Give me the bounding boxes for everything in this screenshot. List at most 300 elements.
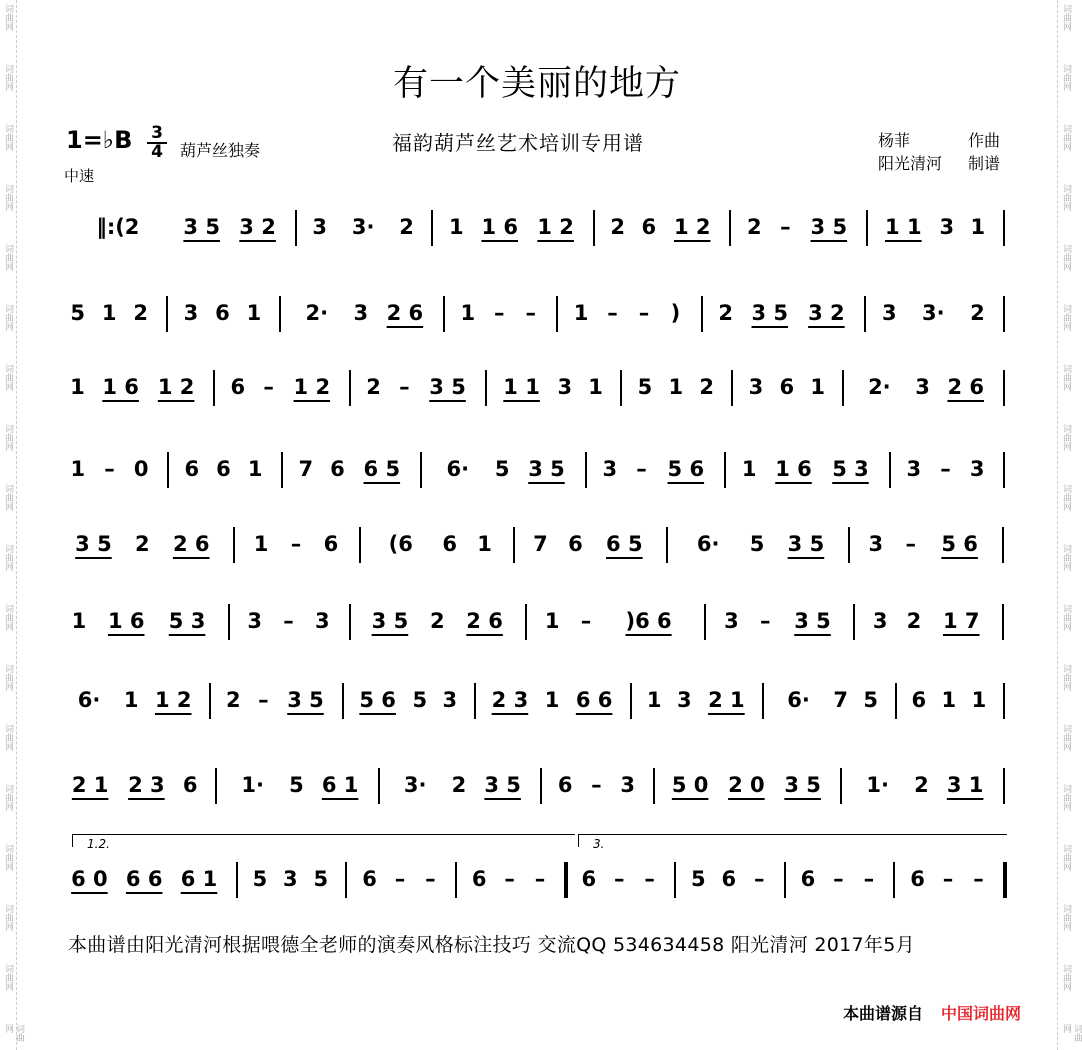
- note-group: 6: [330, 457, 345, 481]
- note-group: 1: [448, 215, 464, 239]
- note-group: 2: [429, 609, 445, 633]
- note-group: 1·: [866, 773, 889, 797]
- time-signature-bottom: 4: [151, 142, 163, 162]
- barline: [701, 296, 703, 332]
- barline: [485, 370, 487, 406]
- note-group: 2: [970, 301, 985, 325]
- note-group: 5: [863, 688, 878, 712]
- note-group: 3: [724, 609, 739, 633]
- note-group: 2: [914, 773, 929, 797]
- barline: [345, 862, 347, 898]
- note-group: 3: [442, 688, 458, 712]
- barline: [731, 370, 733, 406]
- note-group: 5: [494, 457, 510, 481]
- note-group: 7: [298, 457, 314, 481]
- note-group: 3 5: [484, 773, 521, 797]
- note-group: 1: [573, 301, 589, 325]
- note-group: 3 5: [371, 609, 409, 633]
- barline: [895, 683, 897, 719]
- score-line: [0, 210, 1074, 270]
- note-group: 6: [216, 457, 231, 481]
- watermark-text: 词曲网: [1061, 784, 1071, 811]
- note-group: 1 6: [481, 215, 518, 239]
- watermark-text: 词曲网: [1061, 1024, 1082, 1042]
- note-group: 1: [941, 688, 957, 712]
- watermark-text: 词曲网: [3, 1024, 24, 1042]
- barline: [209, 683, 211, 719]
- barline: [729, 210, 731, 246]
- note-group: 3 5: [287, 688, 324, 712]
- note-group: 1 6: [107, 609, 145, 633]
- watermark-text: 词曲网: [1061, 184, 1071, 211]
- score-line: [0, 862, 1074, 922]
- watermark-text: 词曲网: [3, 4, 13, 31]
- note-group: 6: [779, 375, 795, 399]
- note-group: –: [591, 773, 602, 797]
- note-group: 6: [557, 773, 573, 797]
- watermark-text: 词曲网: [3, 184, 13, 211]
- note-group: –: [644, 867, 655, 891]
- note-group: 6 6: [575, 688, 613, 712]
- note-group: 7: [533, 532, 548, 556]
- watermark-text: 词曲网: [1061, 364, 1071, 391]
- note-group: 6·: [446, 457, 470, 481]
- note-group: 2·: [305, 301, 329, 325]
- note-group: –: [534, 867, 546, 891]
- barline: [378, 768, 380, 804]
- note-group: –: [394, 867, 406, 891]
- note-group: 1: [588, 375, 603, 399]
- barline: [724, 452, 726, 488]
- note-group: 3 2: [808, 301, 845, 325]
- note-group: 7: [833, 688, 848, 712]
- watermark-text: 词曲网: [1061, 544, 1071, 571]
- note-group: 1 1: [885, 215, 922, 239]
- note-group: 5 3: [832, 457, 869, 481]
- note-group: 1: [460, 301, 476, 325]
- barline: [630, 683, 632, 719]
- note-group: 1: [101, 301, 117, 325]
- note-group: 3: [620, 773, 635, 797]
- note-group: 6: [230, 375, 246, 399]
- score-line: [0, 527, 1074, 587]
- score-line: [0, 452, 1074, 512]
- note-group: 2 6: [172, 532, 210, 556]
- barline: [228, 604, 230, 640]
- time-signature-top: 3: [147, 125, 167, 144]
- composer-credit: [878, 128, 1001, 151]
- note-group: 6: [471, 867, 487, 891]
- note-group: 1 2: [673, 215, 711, 239]
- note-group: 2: [226, 688, 241, 712]
- time-signature: [147, 125, 167, 161]
- note-group: 6 6: [125, 867, 163, 891]
- note-group: 1: [477, 532, 492, 556]
- note-group: 2·: [868, 375, 891, 399]
- note-group: –: [580, 609, 592, 633]
- note-group: 3 1: [946, 773, 984, 797]
- note-group: 1: [71, 609, 87, 633]
- note-group: –: [290, 532, 302, 556]
- note-group: –: [905, 532, 916, 556]
- barline: [525, 604, 527, 640]
- barline: [359, 527, 361, 563]
- composer-name: 杨菲: [878, 131, 911, 150]
- barline: [279, 296, 281, 332]
- note-group: 3·: [403, 773, 427, 797]
- note-group: 1: [123, 688, 139, 712]
- note-group: 3·: [351, 215, 375, 239]
- barline: [431, 210, 433, 246]
- composer-role: 作曲: [968, 131, 1001, 150]
- note-group: ‖:(2: [96, 215, 140, 239]
- note-group: 3: [557, 375, 573, 399]
- note-group: (6: [388, 532, 413, 556]
- note-group: –: [863, 867, 875, 891]
- note-group: 6·: [787, 688, 810, 712]
- note-group: 6: [581, 867, 597, 891]
- barline: [166, 296, 168, 332]
- note-group: 2 6: [466, 609, 503, 633]
- note-group: 6: [910, 867, 925, 891]
- score-line: [0, 768, 1074, 828]
- barline: [295, 210, 297, 246]
- note-group: –: [613, 867, 625, 891]
- note-group: 1 6: [775, 457, 812, 481]
- note-group: 6 0: [71, 867, 108, 891]
- note-group: 1 2: [157, 375, 195, 399]
- note-group: 6: [323, 532, 339, 556]
- note-group: 6 1: [180, 867, 218, 891]
- note-group: 1: [70, 375, 85, 399]
- watermark-text: 词曲网: [1061, 844, 1071, 871]
- watermark-text: 词曲网: [3, 964, 13, 991]
- watermark-text: 词曲网: [3, 304, 13, 331]
- note-group: 3 5: [429, 375, 466, 399]
- watermark-text: 词曲网: [1061, 304, 1071, 331]
- watermark-text: 词曲网: [3, 64, 13, 91]
- note-group: 2: [747, 215, 762, 239]
- arranger-role: 制谱: [968, 154, 1001, 173]
- barline: [342, 683, 344, 719]
- barline: [420, 452, 422, 488]
- note-group: 1: [741, 457, 757, 481]
- note-group: 3: [969, 457, 985, 481]
- note-group: –: [283, 609, 294, 633]
- note-group: 1 6: [102, 375, 139, 399]
- note-group: –: [942, 867, 954, 891]
- note-group: 6: [911, 688, 927, 712]
- note-group: 2 6: [947, 375, 984, 399]
- barline: [349, 604, 351, 640]
- note-group: 3: [247, 609, 262, 633]
- footer-note: 本曲谱由阳光清河根据喂德全老师的演奏风格标注技巧 交流QQ 534634458 阳光清河 2017年5月: [68, 934, 915, 956]
- note-group: 3: [676, 688, 692, 712]
- barline: [213, 370, 215, 406]
- note-group: 1: [544, 688, 560, 712]
- note-group: 1: [971, 688, 987, 712]
- watermark-text: 词曲网: [3, 124, 13, 151]
- watermark-text: 词曲网: [1061, 604, 1071, 631]
- note-group: 3: [602, 457, 618, 481]
- watermark-text: 词曲网: [1061, 424, 1071, 451]
- barline: [1003, 683, 1005, 719]
- watermark-text: 词曲网: [3, 364, 13, 391]
- note-group: 3: [748, 375, 764, 399]
- note-group: 5 6: [667, 457, 705, 481]
- watermark-text: 词曲网: [3, 844, 13, 871]
- note-group: –: [754, 867, 765, 891]
- watermark-text: 词曲网: [1061, 4, 1071, 31]
- note-group: 3 5: [794, 609, 831, 633]
- note-group: 2: [399, 215, 414, 239]
- note-group: –: [833, 867, 844, 891]
- watermark-text: 词曲网: [3, 244, 13, 271]
- note-group: 5: [412, 688, 428, 712]
- note-group: 3: [183, 301, 199, 325]
- note-group: 3 5: [183, 215, 220, 239]
- note-group: 1·: [241, 773, 264, 797]
- note-group: 6: [184, 457, 200, 481]
- barline: [1003, 296, 1005, 332]
- note-group: 3: [312, 215, 327, 239]
- instrument-label: 葫芦丝独奏: [180, 141, 261, 160]
- note-group: 3·: [922, 301, 945, 325]
- arranger-name: 阳光清河: [878, 154, 943, 173]
- source-credit: [843, 1001, 1021, 1024]
- note-group: –: [759, 609, 771, 633]
- note-group: 1: [247, 457, 263, 481]
- note-group: 2: [610, 215, 626, 239]
- barline: [349, 370, 351, 406]
- watermark-text: 词曲网: [3, 484, 13, 511]
- note-group: 1: [646, 688, 662, 712]
- barline: [893, 862, 895, 898]
- barline: [1003, 370, 1005, 406]
- note-group: –: [493, 301, 505, 325]
- subtitle: 福韵葫芦丝艺术培训专用谱: [392, 131, 644, 155]
- note-group: –: [636, 457, 647, 481]
- note-group: 2 3: [128, 773, 165, 797]
- barline: [455, 862, 457, 898]
- note-group: 1: [544, 609, 560, 633]
- note-group: 5 3: [168, 609, 206, 633]
- barline: [889, 452, 891, 488]
- barline: [513, 527, 515, 563]
- barline: [666, 527, 668, 563]
- note-group: –: [104, 457, 115, 481]
- barline: [593, 210, 595, 246]
- barline: [620, 370, 622, 406]
- note-group: 2: [451, 773, 467, 797]
- note-group: 3 5: [75, 532, 112, 556]
- barline: [1003, 452, 1005, 488]
- note-group: –: [525, 301, 536, 325]
- score-line: [0, 296, 1074, 356]
- note-group: 5: [691, 867, 706, 891]
- note-group: 3: [353, 301, 369, 325]
- watermark-text: 词曲网: [3, 664, 13, 691]
- barline: [784, 862, 786, 898]
- note-group: –: [780, 215, 791, 239]
- watermark-text: 词曲网: [3, 544, 13, 571]
- note-group: 3 5: [810, 215, 848, 239]
- barline: [840, 768, 842, 804]
- note-group: 1: [246, 301, 262, 325]
- note-group: 6·: [77, 688, 101, 712]
- barline: [1002, 604, 1004, 640]
- watermark-text: 词曲网: [1061, 724, 1071, 751]
- barline: [853, 604, 855, 640]
- barline: [540, 768, 542, 804]
- watermark-text: 词曲网: [3, 724, 13, 751]
- note-group: 6 5: [363, 457, 401, 481]
- barline: [215, 768, 217, 804]
- note-group: 3: [881, 301, 897, 325]
- note-group: 1 7: [943, 609, 980, 633]
- watermark-text: 词曲网: [1061, 484, 1071, 511]
- volta-third-label: 3.: [593, 837, 605, 851]
- volta-first-ending: [72, 834, 575, 851]
- note-group: 1: [253, 532, 269, 556]
- note-group: –: [504, 867, 515, 891]
- note-group: 3 5: [784, 773, 821, 797]
- note-group: 2: [133, 301, 148, 325]
- barline: [556, 296, 558, 332]
- note-group: 6: [568, 532, 583, 556]
- barline: [585, 452, 587, 488]
- watermark-text: 词曲网: [1061, 904, 1071, 931]
- barline: [233, 527, 235, 563]
- note-group: 6: [182, 773, 198, 797]
- note-group: 5 6: [359, 688, 396, 712]
- note-group: 1: [970, 215, 986, 239]
- note-group: 5 0: [671, 773, 709, 797]
- song-title: 有一个美丽的地方: [392, 64, 681, 104]
- note-group: 5: [70, 301, 86, 325]
- barline: [866, 210, 868, 246]
- note-group: 6: [442, 532, 457, 556]
- watermark-text: 词曲网: [1061, 64, 1071, 91]
- note-group: 1 2: [537, 215, 574, 239]
- note-group: 3: [868, 532, 884, 556]
- note-group: –: [399, 375, 410, 399]
- watermark-text: 词曲网: [1061, 664, 1071, 691]
- note-group: 2 6: [386, 301, 424, 325]
- score-line: [0, 370, 1074, 430]
- note-group: 5: [289, 773, 304, 797]
- barline: [1002, 527, 1004, 563]
- arranger-credit: [878, 151, 1001, 174]
- volta-first-label: 1.2.: [87, 837, 110, 851]
- note-group: 2: [699, 375, 714, 399]
- note-group: 5: [252, 867, 268, 891]
- note-group: –: [258, 688, 269, 712]
- note-group: ): [670, 301, 681, 325]
- note-group: 6: [641, 215, 657, 239]
- barline: [842, 370, 844, 406]
- barline: [281, 452, 283, 488]
- watermark-text: 词曲网: [3, 784, 13, 811]
- watermark-text: 词曲网: [3, 904, 13, 931]
- note-group: 2: [366, 375, 381, 399]
- barline: [848, 527, 850, 563]
- note-group: 1 2: [293, 375, 331, 399]
- note-group: )6 6: [625, 609, 672, 633]
- note-group: 5: [749, 532, 765, 556]
- note-group: 3 5: [751, 301, 789, 325]
- note-group: 6: [800, 867, 816, 891]
- note-group: 3: [915, 375, 930, 399]
- note-group: 1: [668, 375, 684, 399]
- note-group: 2 3: [491, 688, 529, 712]
- note-group: –: [973, 867, 984, 891]
- barline: [474, 683, 476, 719]
- barline: [236, 862, 238, 898]
- score-line: [0, 604, 1074, 664]
- note-group: 6·: [696, 532, 720, 556]
- watermark-text: 词曲网: [1061, 964, 1071, 991]
- barline: [443, 296, 445, 332]
- note-group: 3 2: [239, 215, 276, 239]
- barline: [1003, 210, 1005, 246]
- barline: [674, 862, 676, 898]
- note-group: 1: [810, 375, 825, 399]
- note-group: 2: [135, 532, 150, 556]
- note-group: 2 1: [71, 773, 109, 797]
- barline: [704, 604, 706, 640]
- barline: [653, 768, 655, 804]
- note-group: –: [638, 301, 650, 325]
- barline: [167, 452, 169, 488]
- note-group: 1 1: [503, 375, 540, 399]
- note-group: 2: [718, 301, 734, 325]
- note-group: 2 1: [708, 688, 745, 712]
- watermark-text: 词曲网: [3, 424, 13, 451]
- note-group: 2: [906, 609, 922, 633]
- source-label: 本曲谱源自: [843, 1004, 924, 1023]
- note-group: 1: [70, 457, 86, 481]
- note-group: 5: [637, 375, 653, 399]
- note-group: 6: [362, 867, 377, 891]
- watermark-text: 词曲网: [1061, 124, 1071, 151]
- note-group: 5: [313, 867, 329, 891]
- barline: [564, 862, 568, 898]
- note-group: 1 2: [154, 688, 192, 712]
- note-group: 3 5: [787, 532, 825, 556]
- watermark-text: 词曲网: [3, 604, 13, 631]
- key-signature: 1=♭B: [66, 126, 133, 154]
- note-group: –: [425, 867, 436, 891]
- barline: [1003, 768, 1005, 804]
- note-group: 0: [133, 457, 149, 481]
- note-group: 5 6: [941, 532, 978, 556]
- note-group: 3: [283, 867, 298, 891]
- note-group: –: [263, 375, 274, 399]
- note-group: 6 5: [606, 532, 643, 556]
- note-group: 3: [314, 609, 330, 633]
- note-group: 2 0: [728, 773, 765, 797]
- barline: [1003, 862, 1007, 898]
- note-group: 6: [721, 867, 737, 891]
- note-group: –: [607, 301, 618, 325]
- score-line: [0, 683, 1074, 743]
- note-group: 3: [872, 609, 888, 633]
- note-group: 3: [939, 215, 955, 239]
- tempo-label: 中速: [64, 167, 95, 185]
- note-group: 6 1: [321, 773, 359, 797]
- note-group: 3 5: [528, 457, 565, 481]
